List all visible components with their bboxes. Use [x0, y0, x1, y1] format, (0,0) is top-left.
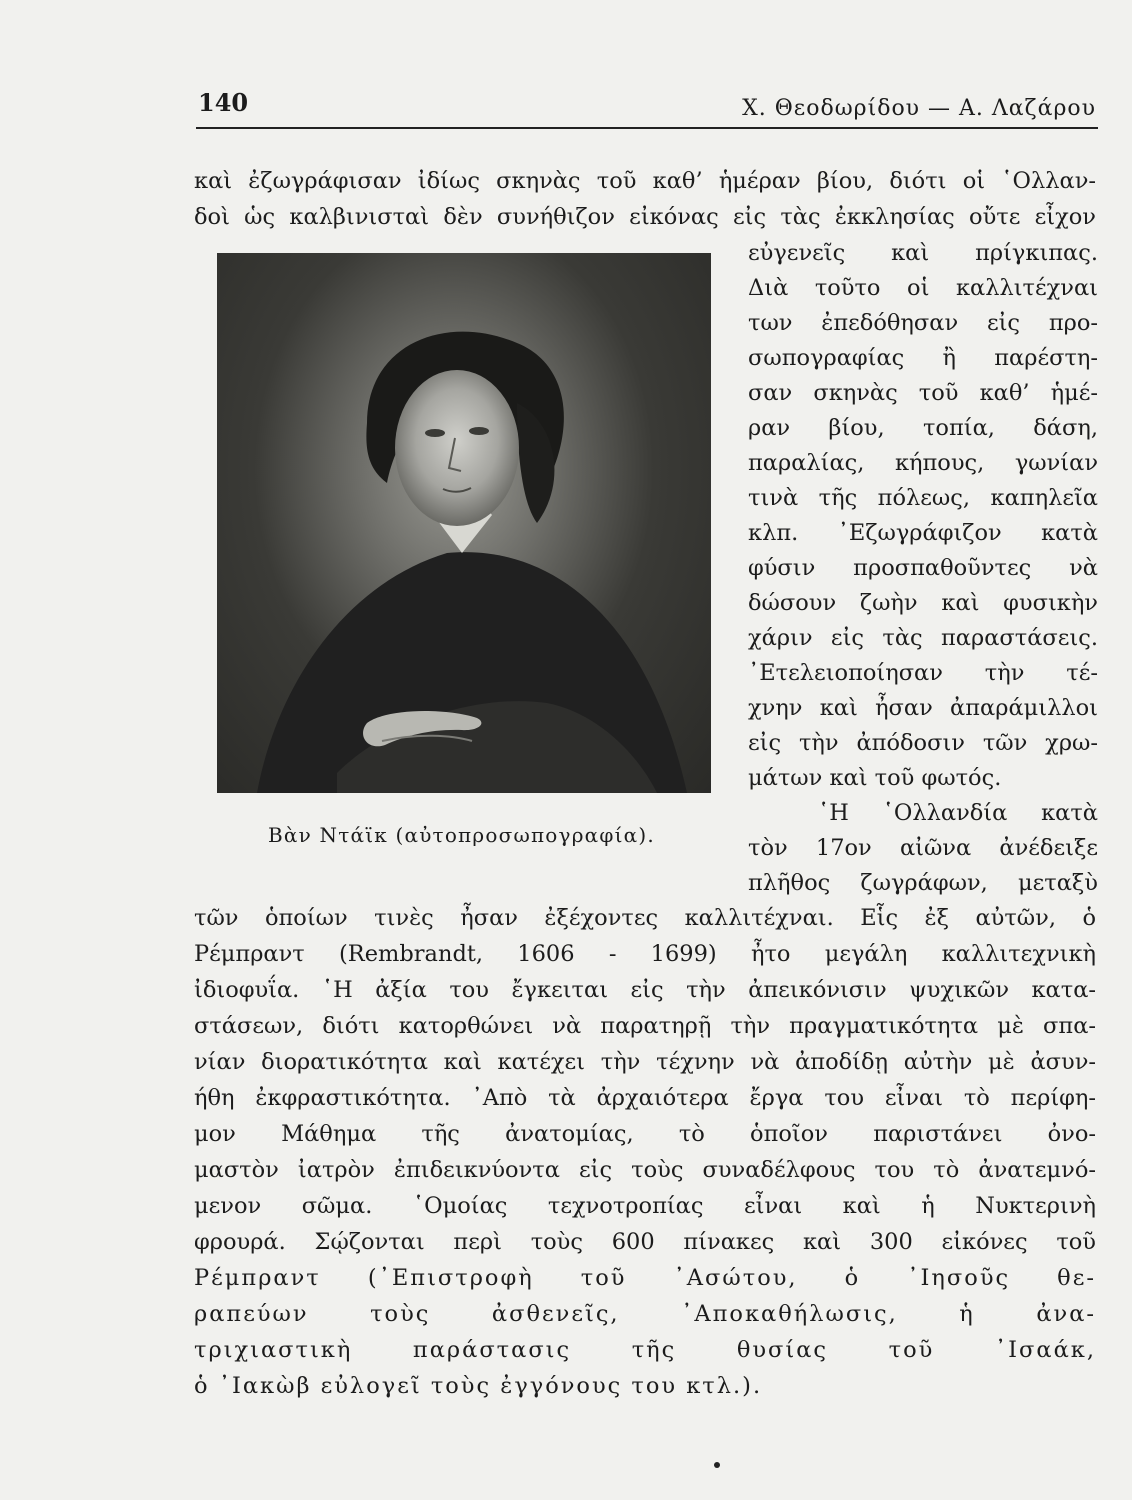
text-line: τινὰ τῆς πόλεως, καπηλεῖα	[748, 485, 1098, 511]
text-line: ὁ ᾿Ιακὼβ εὐλογεῖ τοὺς ἐγγόνους του κτλ.).	[194, 1373, 763, 1399]
text-line: στάσεων, διότι κατορθώνει νὰ παρατηρῇ τὴν πραγματικότητα μὲ σπα-	[194, 1013, 1096, 1039]
text-line: τριχιαστικὴ παράστασις τῆς θυσίας τοῦ ᾿Ισαάκ,	[194, 1337, 1096, 1363]
text-line: μον Μάθημα τῆς ἀνατομίας, τὸ ὁποῖον παριστάνει ὀνο-	[194, 1121, 1096, 1147]
page-number: 140	[198, 88, 249, 117]
text-line: πλῆθος ζωγράφων, μεταξὺ	[748, 870, 1098, 896]
text-line: ἰδιοφυΐα. ῾Η ἀξία του ἔγκειται εἰς τὴν ἀπεικόνισιν ψυχικῶν κατα-	[194, 977, 1096, 1003]
portrait-drawing	[217, 253, 711, 793]
text-line: σωπογραφίας ἢ παρέστη-	[748, 345, 1098, 371]
text-line: χάριν εἰς τὰς παραστάσεις.	[748, 625, 1098, 651]
text-line: παραλίας, κήπους, γωνίαν	[748, 450, 1098, 476]
text-line: δοὶ ὡς καλβινισταὶ δὲν συνήθιζον εἰκόνας εἰς τὰς ἐκκλησίας οὔτε εἶχον	[194, 204, 1096, 230]
portrait-image	[217, 253, 711, 793]
text-line: εἰς τὴν ἀπόδοσιν τῶν χρω-	[748, 730, 1098, 756]
text-line: φύσιν προσπαθοῦντες νὰ	[748, 555, 1098, 581]
text-line: εὐγενεῖς καὶ πρίγκιπας.	[748, 240, 1098, 266]
text-line: κλπ. ᾿Εζωγράφιζον κατὰ	[748, 520, 1098, 546]
figure-caption: Βὰν Ντάϊκ (αὐτοπροσωπογραφία).	[268, 823, 655, 847]
text-line: ᾿Ετελειοποίησαν τὴν τέ-	[748, 660, 1098, 686]
text-line: καὶ ἐζωγράφισαν ἰδίως σκηνὰς τοῦ καθ’ ἡμέραν βίου, διότι οἱ ῾Ολλαν-	[194, 168, 1096, 194]
text-line: μαστὸν ἰατρὸν ἐπιδεικνύοντα εἰς τοὺς συναδέλφους του τὸ ἀνατεμνό-	[194, 1157, 1096, 1183]
print-speck	[714, 1462, 720, 1468]
text-line: τὸν 17ον αἰῶνα ἀνέδειξε	[748, 835, 1098, 861]
text-line: Διὰ τοῦτο οἱ καλλιτέχναι	[748, 275, 1098, 301]
header-rule	[196, 127, 1098, 129]
text-line: των ἐπεδόθησαν εἰς προ-	[748, 310, 1098, 336]
text-line: νίαν διορατικότητα καὶ κατέχει τὴν τέχνην νὰ ἀποδίδῃ αὐτὴν μὲ ἀσυν-	[194, 1049, 1096, 1075]
text-line: σαν σκηνὰς τοῦ καθ’ ἡμέ-	[748, 380, 1098, 406]
text-line: δώσουν ζωὴν καὶ φυσικὴν	[748, 590, 1098, 616]
text-line: ήθη ἐκφραστικότητα. ᾿Απὸ τὰ ἀρχαιότερα ἔργα του εἶναι τὸ περίφη-	[194, 1085, 1096, 1111]
text-line: Ρέμπραντ (᾿Επιστροφὴ τοῦ ᾿Ασώτου, ὁ ᾿Ιησοῦς θε-	[194, 1265, 1096, 1291]
text-line: ῾Η ῾Ολλανδία κατὰ	[818, 800, 1098, 826]
text-line: ραν βίου, τοπία, δάση,	[748, 415, 1098, 441]
text-line: μάτων καὶ τοῦ φωτός.	[748, 765, 1002, 791]
text-line: φρουρά. Σῴζονται περὶ τοὺς 600 πίνακες καὶ 300 εἰκόνες τοῦ	[194, 1229, 1096, 1255]
text-line: μενον σῶμα. ῾Ομοίας τεχνοτροπίας εἶναι καὶ ἡ Νυκτερινὴ	[194, 1193, 1096, 1219]
text-line: Ρέμπραντ (Rembrandt, 1606 - 1699) ἦτο μεγάλη καλλιτεχνικὴ	[194, 941, 1096, 967]
text-line: ραπεύων τοὺς ἀσθενεῖς, ᾿Αποκαθήλωσις, ἡ ἀνα-	[194, 1301, 1096, 1327]
text-line: τῶν ὁποίων τινὲς ἦσαν ἐξέχοντες καλλιτέχναι. Εἷς ἐξ αὐτῶν, ὁ	[194, 905, 1096, 931]
running-head: Χ. Θεοδωρίδου — Α. Λαζάρου	[742, 96, 1096, 121]
text-line: χνην καὶ ἦσαν ἀπαράμιλλοι	[748, 695, 1098, 721]
